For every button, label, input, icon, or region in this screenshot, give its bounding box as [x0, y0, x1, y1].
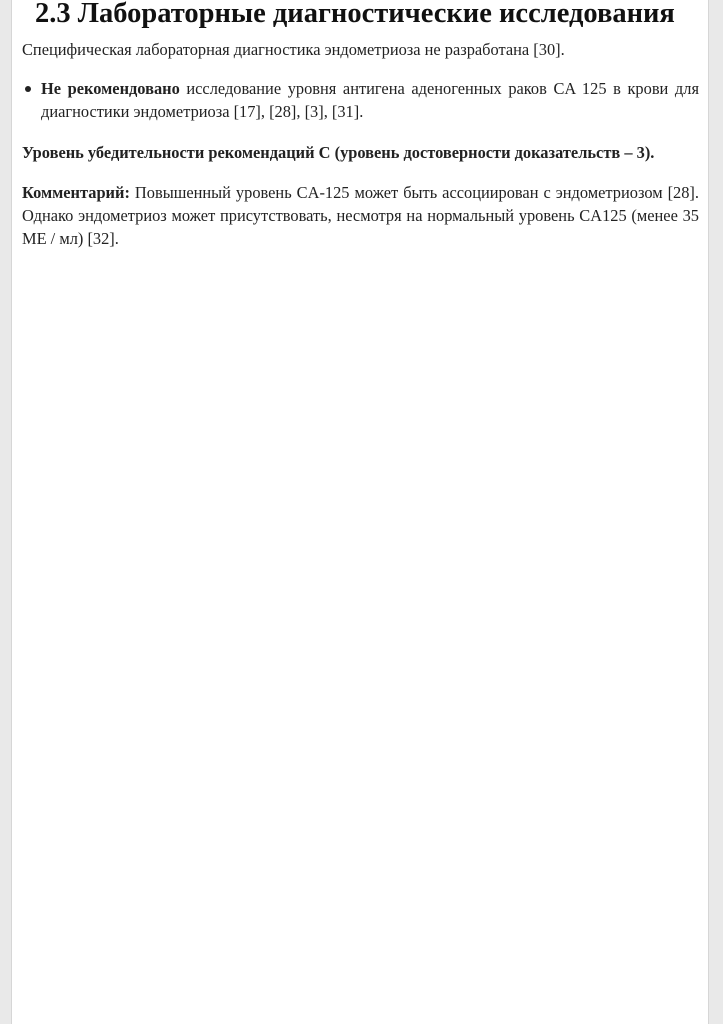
recommendation-text: исследование уровня антигена аденогенных раков CA 125 в крови для диагностики эндометриоза [17], [28], [3], [31]. — [41, 79, 699, 121]
intro-paragraph: Специфическая лабораторная диагностика эндометриоза не разработана [30]. — [22, 40, 565, 59]
recommendation-label: Не рекомендовано — [41, 79, 180, 98]
bullet-icon — [25, 86, 31, 92]
section-heading: 2.3 Лабораторные диагностические исследования — [35, 0, 675, 29]
recommendation-list — [22, 77, 699, 123]
comment-label: Комментарий: — [22, 183, 130, 202]
recommendation-item — [22, 77, 699, 123]
evidence-level: Уровень убедительности рекомендаций C (уровень достоверности доказательств – 3). — [22, 143, 655, 162]
comment-text: Повышенный уровень CA-125 может быть ассоциирован с эндометриозом [28]. Однако эндометриоз может присутствовать, несмотря на нормальный уровень CA125 (менее 35 МЕ / мл) [32]. — [22, 183, 699, 248]
comment-paragraph — [22, 181, 699, 250]
document-page — [11, 0, 709, 1024]
